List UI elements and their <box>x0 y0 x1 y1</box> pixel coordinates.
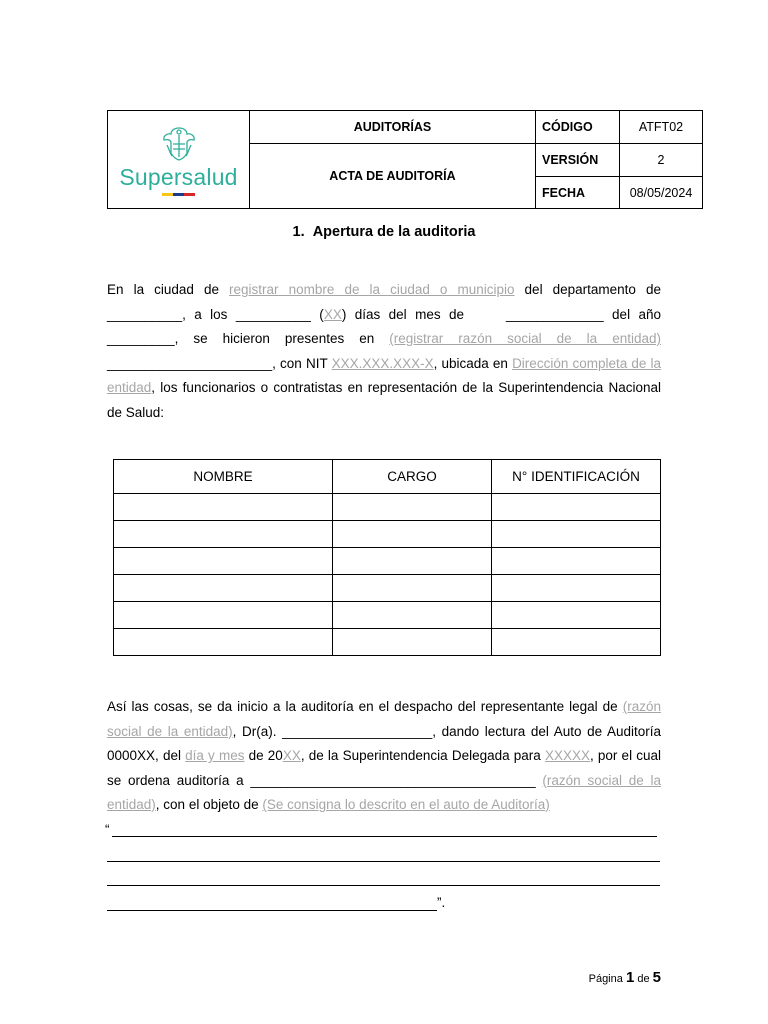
version-value: 2 <box>620 144 703 177</box>
table-cell[interactable] <box>114 575 333 602</box>
table-cell[interactable] <box>114 548 333 575</box>
table-row <box>114 575 661 602</box>
placeholder-object: (Se consigna lo descrito en el auto de Auditoría) <box>262 797 550 812</box>
audit-start-paragraph <box>107 695 661 818</box>
table-cell[interactable] <box>492 575 661 602</box>
close-quote: ”. <box>437 895 446 910</box>
text-run: Así las cosas, se da inicio a la auditoría en el despacho del representante legal de <box>107 699 623 714</box>
section-number: 1. <box>292 224 305 240</box>
logo-cell <box>108 111 250 209</box>
table-cell[interactable] <box>114 494 333 521</box>
page-number <box>589 969 661 986</box>
blank-line[interactable] <box>112 836 657 837</box>
table-cell[interactable] <box>333 629 492 656</box>
text-run: , ubicada en <box>433 355 513 371</box>
table-cell[interactable] <box>492 494 661 521</box>
placeholder-address: Dirección completa de la entidad <box>107 355 662 395</box>
text-run: En la ciudad de <box>107 282 230 297</box>
table-row <box>114 629 661 656</box>
opening-paragraph <box>107 278 661 425</box>
table-row <box>114 602 661 629</box>
placeholder-date: día y mes <box>185 748 245 763</box>
col-header-name: NOMBRE <box>114 460 333 494</box>
placeholder-nit: XXX.XXX.XXX-X <box>331 355 434 371</box>
table-row <box>114 521 661 548</box>
placeholder-entity-2: (razón social de la entidad) <box>107 772 661 812</box>
table-cell[interactable] <box>492 629 661 656</box>
date-label: FECHA <box>536 177 620 209</box>
table-cell[interactable] <box>492 521 661 548</box>
page-word: Página <box>588 973 623 985</box>
table-row <box>114 494 661 521</box>
col-header-id: N° IDENTIFICACIÓN <box>492 460 661 494</box>
personnel-table <box>113 459 661 656</box>
table-cell[interactable] <box>333 602 492 629</box>
current-page: 1 <box>625 969 635 986</box>
placeholder-city: registrar nombre de la ciudad o municipio <box>229 282 515 297</box>
header-title-main: AUDITORÍAS <box>250 111 536 144</box>
blank-line[interactable] <box>107 910 437 911</box>
placeholder-delegada: XXXXX <box>544 748 590 763</box>
table-cell[interactable] <box>333 494 492 521</box>
blank-line[interactable] <box>107 885 660 886</box>
coat-of-arms-icon <box>159 123 199 163</box>
section-title-text: Apertura de la auditoria <box>312 224 476 240</box>
table-cell[interactable] <box>114 629 333 656</box>
supersalud-logo <box>108 123 249 196</box>
section-title <box>0 224 768 240</box>
of-word: de <box>637 973 650 985</box>
text-run: , los funcionarios o contratistas en representación de la Superintendencia Nacional de Salud: <box>107 380 661 420</box>
text-run: , con el objeto de <box>155 797 263 812</box>
open-quote: “ <box>105 822 110 837</box>
document-header <box>107 110 703 209</box>
logo-text: Supersalud <box>119 164 238 190</box>
table-cell[interactable] <box>114 602 333 629</box>
table-cell[interactable] <box>492 602 661 629</box>
text-run: ) días del mes de _____________ del año _________, se hicieron presentes en <box>107 306 661 346</box>
date-value: 08/05/2024 <box>620 177 703 209</box>
text-run: , Dr(a). ____________________, dando lectura del Auto de Auditoría 0000XX, del <box>107 723 661 763</box>
table-cell[interactable] <box>492 548 661 575</box>
flag-bar <box>162 193 196 196</box>
placeholder-entity: (registrar razón social de la entidad) <box>389 331 661 346</box>
placeholder-entity: (razón social de la entidad) <box>107 699 661 739</box>
table-row <box>114 548 661 575</box>
total-pages: 5 <box>652 969 661 986</box>
blank-line[interactable] <box>107 861 660 862</box>
col-header-position: CARGO <box>333 460 492 494</box>
text-run: , de la Superintendencia Delegada para <box>300 748 545 763</box>
text-run: , por el cual se ordena auditoría a ______________________________________ <box>107 748 661 788</box>
code-value: ATFT02 <box>620 111 703 144</box>
placeholder-days: XX <box>323 306 342 322</box>
table-cell[interactable] <box>333 548 492 575</box>
text-run: ______________________, con NIT <box>107 355 332 371</box>
placeholder-year: XX <box>282 748 301 763</box>
text-run: de 20 <box>244 748 283 763</box>
version-label: VERSIÓN <box>536 144 620 177</box>
header-title-sub: ACTA DE AUDITORÍA <box>250 144 536 209</box>
table-cell[interactable] <box>333 575 492 602</box>
table-cell[interactable] <box>114 521 333 548</box>
table-cell[interactable] <box>333 521 492 548</box>
text-run: del departamento de __________, a los __________ ( <box>107 282 661 322</box>
code-label: CÓDIGO <box>536 111 620 144</box>
